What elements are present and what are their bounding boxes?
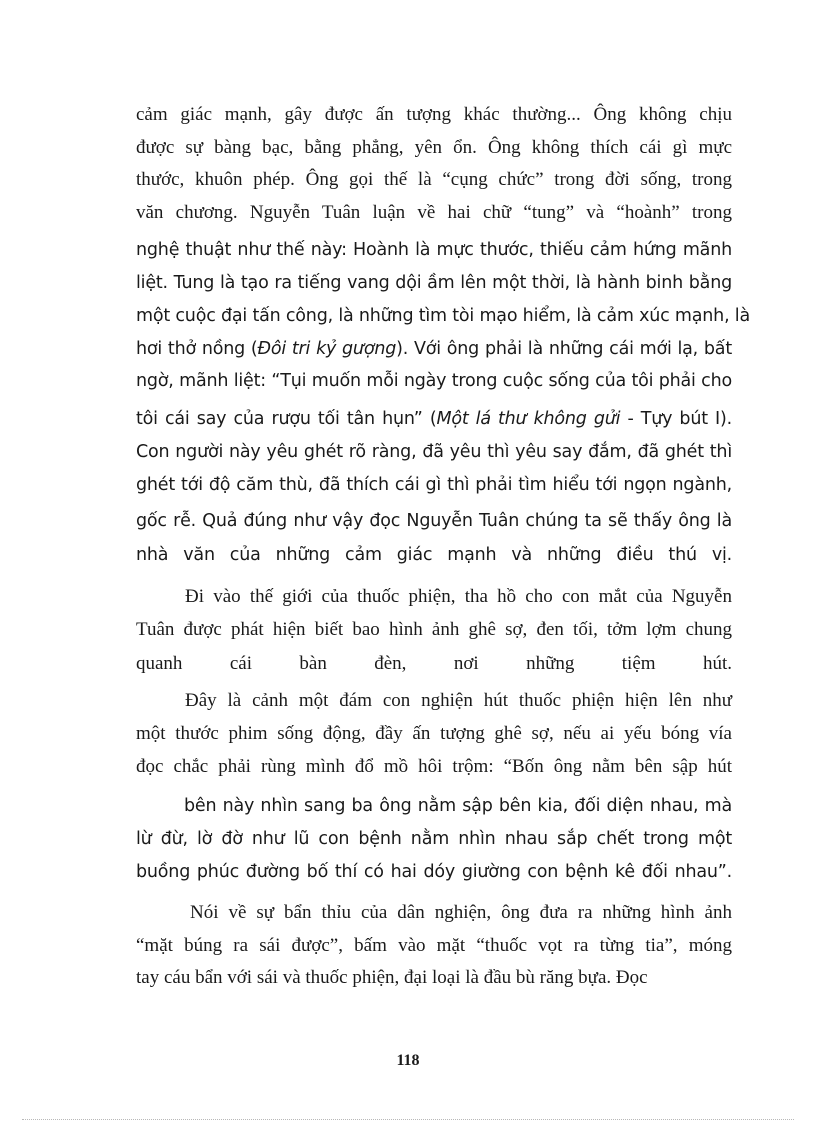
text-line: nhà văn của những cảm giác mạnh và những điều thú vị. bbox=[136, 545, 732, 565]
text-run: ). Với ông phải là những cái mới lạ, bất bbox=[396, 339, 732, 359]
text-line: Đây là cảnh một đám con nghiện hút thuốc phiện hiện lên như bbox=[185, 690, 732, 711]
quote-line: bên này nhìn sang ba ông nằm sập bên kia, đối diện nhau, mà bbox=[184, 796, 732, 816]
text-line: cảm giác mạnh, gây được ấn tượng khác thường... Ông không chịu bbox=[136, 104, 732, 125]
text-line: Nói về sự bẩn thỉu của dân nghiện, ông đưa ra những hình ảnh bbox=[190, 902, 732, 923]
page-number: 118 bbox=[396, 1052, 420, 1069]
text-line: một thước phim sống động, đầy ấn tượng ghê sợ, nếu ai yếu bóng vía bbox=[136, 723, 732, 744]
text-line: Đi vào thế giới của thuốc phiện, tha hồ cho con mắt của Nguyễn bbox=[185, 586, 732, 607]
text-line bbox=[136, 407, 732, 431]
text-line: một cuộc đại tấn công, là những tìm tòi mạo hiểm, là cảm xúc mạnh, là bbox=[136, 306, 750, 326]
text-line: tay cáu bẩn với sái và thuốc phiện, đại loại là đầu bù răng bựa. Đọc bbox=[136, 967, 648, 988]
text-line: nghệ thuật như thế này: Hoành là mực thước, thiếu cảm hứng mãnh bbox=[136, 240, 732, 260]
text-line: ghét tới độ căm thù, đã thích cái gì thì phải tìm hiểu tới ngọn ngành, bbox=[136, 475, 732, 495]
text-line bbox=[136, 337, 732, 361]
text-line: gốc rễ. Quả đúng như vậy đọc Nguyễn Tuân chúng ta sẽ thấy ông là bbox=[136, 511, 732, 531]
text-line: Con người này yêu ghét rõ ràng, đã yêu thì yêu say đắm, đã ghét thì bbox=[136, 442, 732, 462]
work-title: Đôi tri kỷ gượng bbox=[257, 339, 397, 359]
text-line: “mặt búng ra sái được”, bấm vào mặt “thuốc vọt ra từng tia”, móng bbox=[136, 935, 732, 956]
text-run: hơi thở nồng ( bbox=[136, 339, 258, 359]
work-title: Một lá thư không gửi bbox=[436, 409, 621, 429]
quote-line: lừ đừ, lờ đờ như lũ con bệnh nằm nhìn nhau sắp chết trong một bbox=[136, 829, 732, 849]
text-line: ngờ, mãnh liệt: “Tụi muốn mỗi ngày trong cuộc sống của tôi phải cho bbox=[136, 371, 732, 391]
page-bottom-rule bbox=[22, 1119, 794, 1120]
quote-line: buồng phúc đường bố thí có hai dóy giường con bệnh kê đối nhau”. bbox=[136, 862, 732, 882]
text-line: quanh cái bàn đèn, nơi những tiệm hút. bbox=[136, 653, 732, 674]
text-line: văn chương. Nguyễn Tuân luận về hai chữ “tung” và “hoành” trong bbox=[136, 202, 732, 223]
text-line: được sự bàng bạc, bằng phẳng, yên ổn. Ông không thích cái gì mực bbox=[136, 137, 732, 158]
text-line: thước, khuôn phép. Ông gọi thế là “cụng chức” trong đời sống, trong bbox=[136, 169, 732, 190]
text-run: tôi cái say của rượu tối tân hụn” ( bbox=[136, 409, 437, 429]
text-line: liệt. Tung là tạo ra tiếng vang dội ầm lên một thời, là hành binh bằng bbox=[136, 273, 732, 293]
text-run: - Tựy bút I). bbox=[620, 409, 732, 429]
text-line: đọc chắc phải rùng mình đổ mồ hôi trộm: “Bốn ông nằm bên sập hút bbox=[136, 756, 732, 777]
text-line: Tuân được phát hiện biết bao hình ảnh ghê sợ, đen tối, tởm lợm chung bbox=[136, 619, 732, 640]
